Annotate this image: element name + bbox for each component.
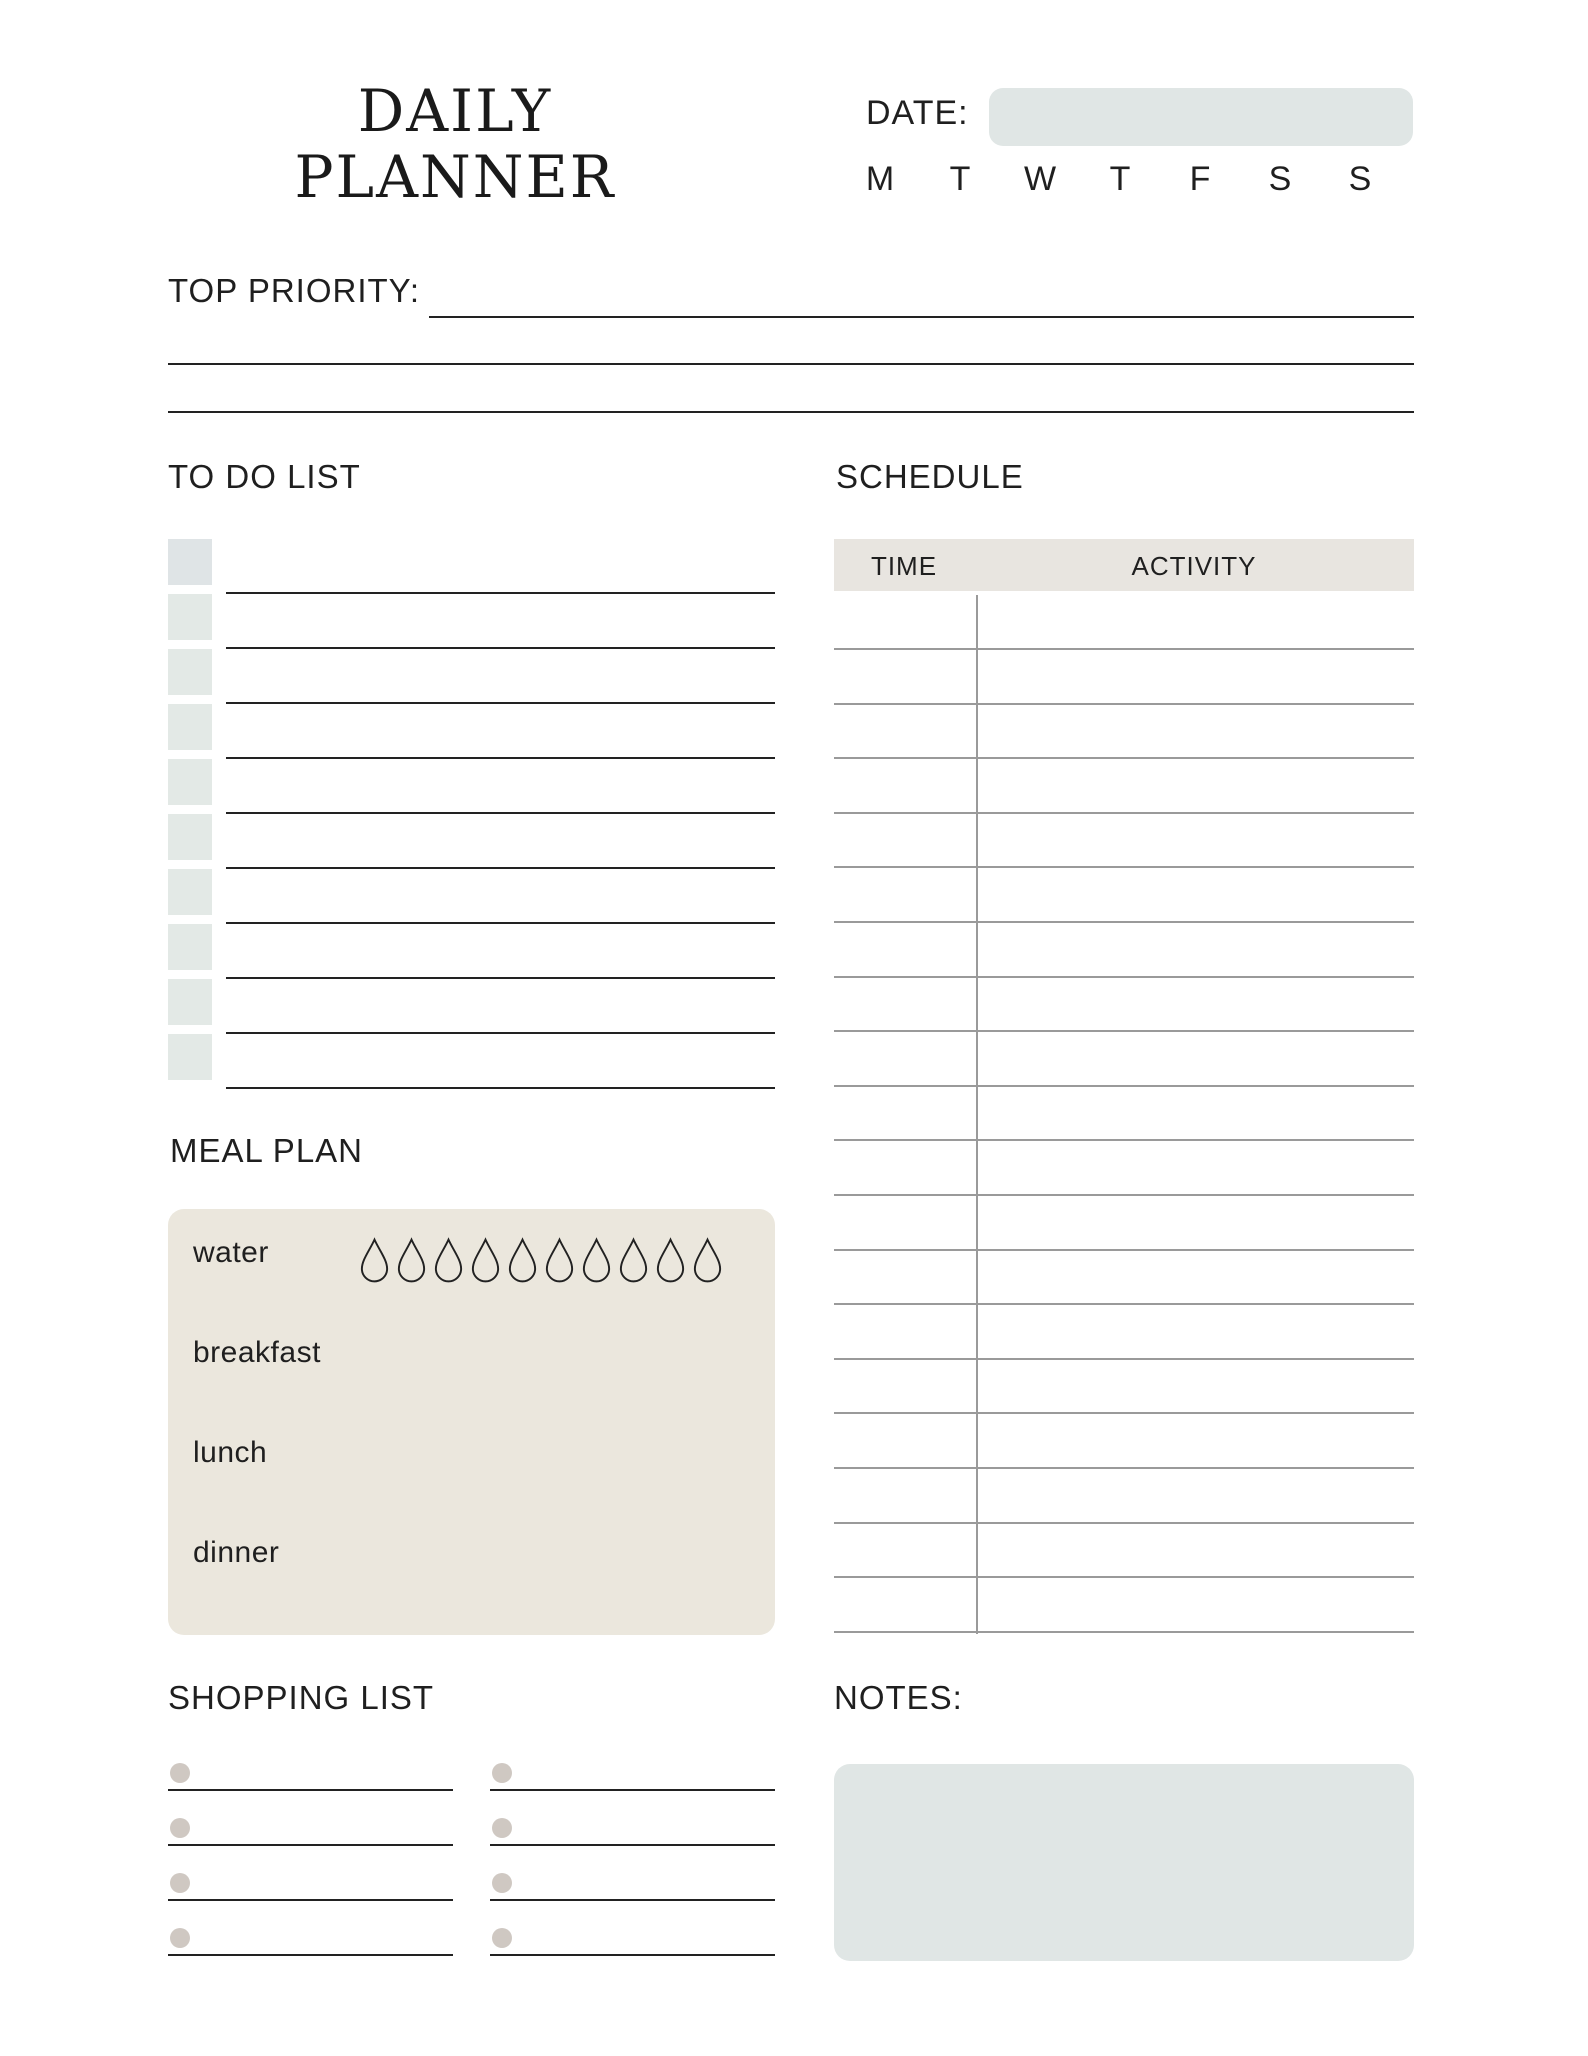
water-drop-icon[interactable] xyxy=(469,1236,502,1284)
schedule-label: SCHEDULE xyxy=(836,458,1024,495)
todo-line[interactable] xyxy=(226,812,775,814)
water-tracker xyxy=(358,1236,724,1284)
top-priority-line-3[interactable] xyxy=(168,411,1414,413)
schedule-row[interactable] xyxy=(834,1085,1414,1087)
shopping-bullet xyxy=(492,1818,512,1838)
notes-label: NOTES: xyxy=(834,1679,963,1716)
water-drop-icon[interactable] xyxy=(432,1236,465,1284)
lunch-label: lunch xyxy=(193,1436,268,1469)
day-sunday[interactable]: S xyxy=(1348,160,1372,198)
todo-line[interactable] xyxy=(226,757,775,759)
shopping-bullet xyxy=(492,1873,512,1893)
dinner-label: dinner xyxy=(193,1536,280,1569)
schedule-row[interactable] xyxy=(834,1303,1414,1305)
shopping-bullet xyxy=(170,1928,190,1948)
water-drop-icon[interactable] xyxy=(617,1236,650,1284)
todo-list-label: TO DO LIST xyxy=(168,458,361,495)
todo-checkbox[interactable] xyxy=(168,539,212,585)
shopping-line[interactable] xyxy=(490,1844,775,1846)
todo-line[interactable] xyxy=(226,922,775,924)
day-monday[interactable]: M xyxy=(865,160,895,198)
day-tuesday[interactable]: T xyxy=(949,160,971,198)
meal-plan-label: MEAL PLAN xyxy=(170,1132,364,1169)
schedule-row[interactable] xyxy=(834,866,1414,868)
schedule-row[interactable] xyxy=(834,1631,1414,1633)
todo-line[interactable] xyxy=(226,867,775,869)
todo-checkbox[interactable] xyxy=(168,594,212,640)
schedule-row[interactable] xyxy=(834,703,1414,705)
day-friday[interactable]: F xyxy=(1189,160,1211,198)
water-drop-icon[interactable] xyxy=(654,1236,687,1284)
schedule-row[interactable] xyxy=(834,1358,1414,1360)
shopping-line[interactable] xyxy=(490,1899,775,1901)
weekday-selector xyxy=(860,160,1380,199)
todo-line[interactable] xyxy=(226,977,775,979)
schedule-row[interactable] xyxy=(834,976,1414,978)
todo-checkbox[interactable] xyxy=(168,759,212,805)
schedule-row[interactable] xyxy=(834,1194,1414,1196)
todo-line[interactable] xyxy=(226,647,775,649)
water-label: water xyxy=(193,1236,269,1269)
todo-checkbox[interactable] xyxy=(168,1034,212,1080)
water-drop-icon[interactable] xyxy=(580,1236,613,1284)
shopping-bullet xyxy=(170,1873,190,1893)
todo-checkbox[interactable] xyxy=(168,979,212,1025)
schedule-header xyxy=(834,539,1414,591)
shopping-list-label: SHOPPING LIST xyxy=(168,1679,435,1716)
todo-line[interactable] xyxy=(226,702,775,704)
schedule-row[interactable] xyxy=(834,1522,1414,1524)
top-priority-line-1[interactable] xyxy=(429,316,1414,318)
top-priority-line-2[interactable] xyxy=(168,363,1414,365)
water-drop-icon[interactable] xyxy=(543,1236,576,1284)
schedule-row[interactable] xyxy=(834,1576,1414,1578)
notes-area[interactable] xyxy=(834,1764,1414,1961)
top-priority-label: TOP PRIORITY: xyxy=(168,272,421,309)
schedule-column-divider xyxy=(976,595,978,1634)
schedule-row[interactable] xyxy=(834,1467,1414,1469)
breakfast-label: breakfast xyxy=(193,1336,321,1369)
title-line-2: PLANNER xyxy=(294,143,616,211)
schedule-row[interactable] xyxy=(834,1249,1414,1251)
todo-checkbox[interactable] xyxy=(168,649,212,695)
water-drop-icon[interactable] xyxy=(395,1236,428,1284)
shopping-line[interactable] xyxy=(490,1789,775,1791)
shopping-line[interactable] xyxy=(168,1954,453,1956)
day-saturday[interactable]: S xyxy=(1268,160,1292,198)
schedule-row[interactable] xyxy=(834,757,1414,759)
date-field[interactable] xyxy=(989,88,1413,146)
date-label: DATE: xyxy=(866,94,969,132)
todo-checkbox[interactable] xyxy=(168,814,212,860)
schedule-row[interactable] xyxy=(834,648,1414,650)
todo-checkbox[interactable] xyxy=(168,869,212,915)
shopping-bullet xyxy=(170,1818,190,1838)
todo-line[interactable] xyxy=(226,1087,775,1089)
water-drop-icon[interactable] xyxy=(358,1236,391,1284)
title-line-1: DAILY xyxy=(357,77,553,145)
shopping-line[interactable] xyxy=(490,1954,775,1956)
shopping-line[interactable] xyxy=(168,1789,453,1791)
schedule-row[interactable] xyxy=(834,921,1414,923)
shopping-bullet xyxy=(492,1928,512,1948)
schedule-row[interactable] xyxy=(834,1139,1414,1141)
schedule-row[interactable] xyxy=(834,1030,1414,1032)
shopping-line[interactable] xyxy=(168,1844,453,1846)
page-title xyxy=(260,78,650,210)
todo-checkbox[interactable] xyxy=(168,924,212,970)
todo-line[interactable] xyxy=(226,592,775,594)
day-wednesday[interactable]: W xyxy=(1023,160,1057,198)
schedule-time-header: TIME xyxy=(870,551,938,581)
schedule-row[interactable] xyxy=(834,812,1414,814)
shopping-bullet xyxy=(492,1763,512,1783)
day-thursday[interactable]: T xyxy=(1109,160,1131,198)
shopping-line[interactable] xyxy=(168,1899,453,1901)
water-drop-icon[interactable] xyxy=(691,1236,724,1284)
schedule-activity-header: ACTIVITY xyxy=(1131,551,1257,581)
todo-line[interactable] xyxy=(226,1032,775,1034)
schedule-row[interactable] xyxy=(834,1412,1414,1414)
shopping-bullet xyxy=(170,1763,190,1783)
todo-checkbox[interactable] xyxy=(168,704,212,750)
water-drop-icon[interactable] xyxy=(506,1236,539,1284)
